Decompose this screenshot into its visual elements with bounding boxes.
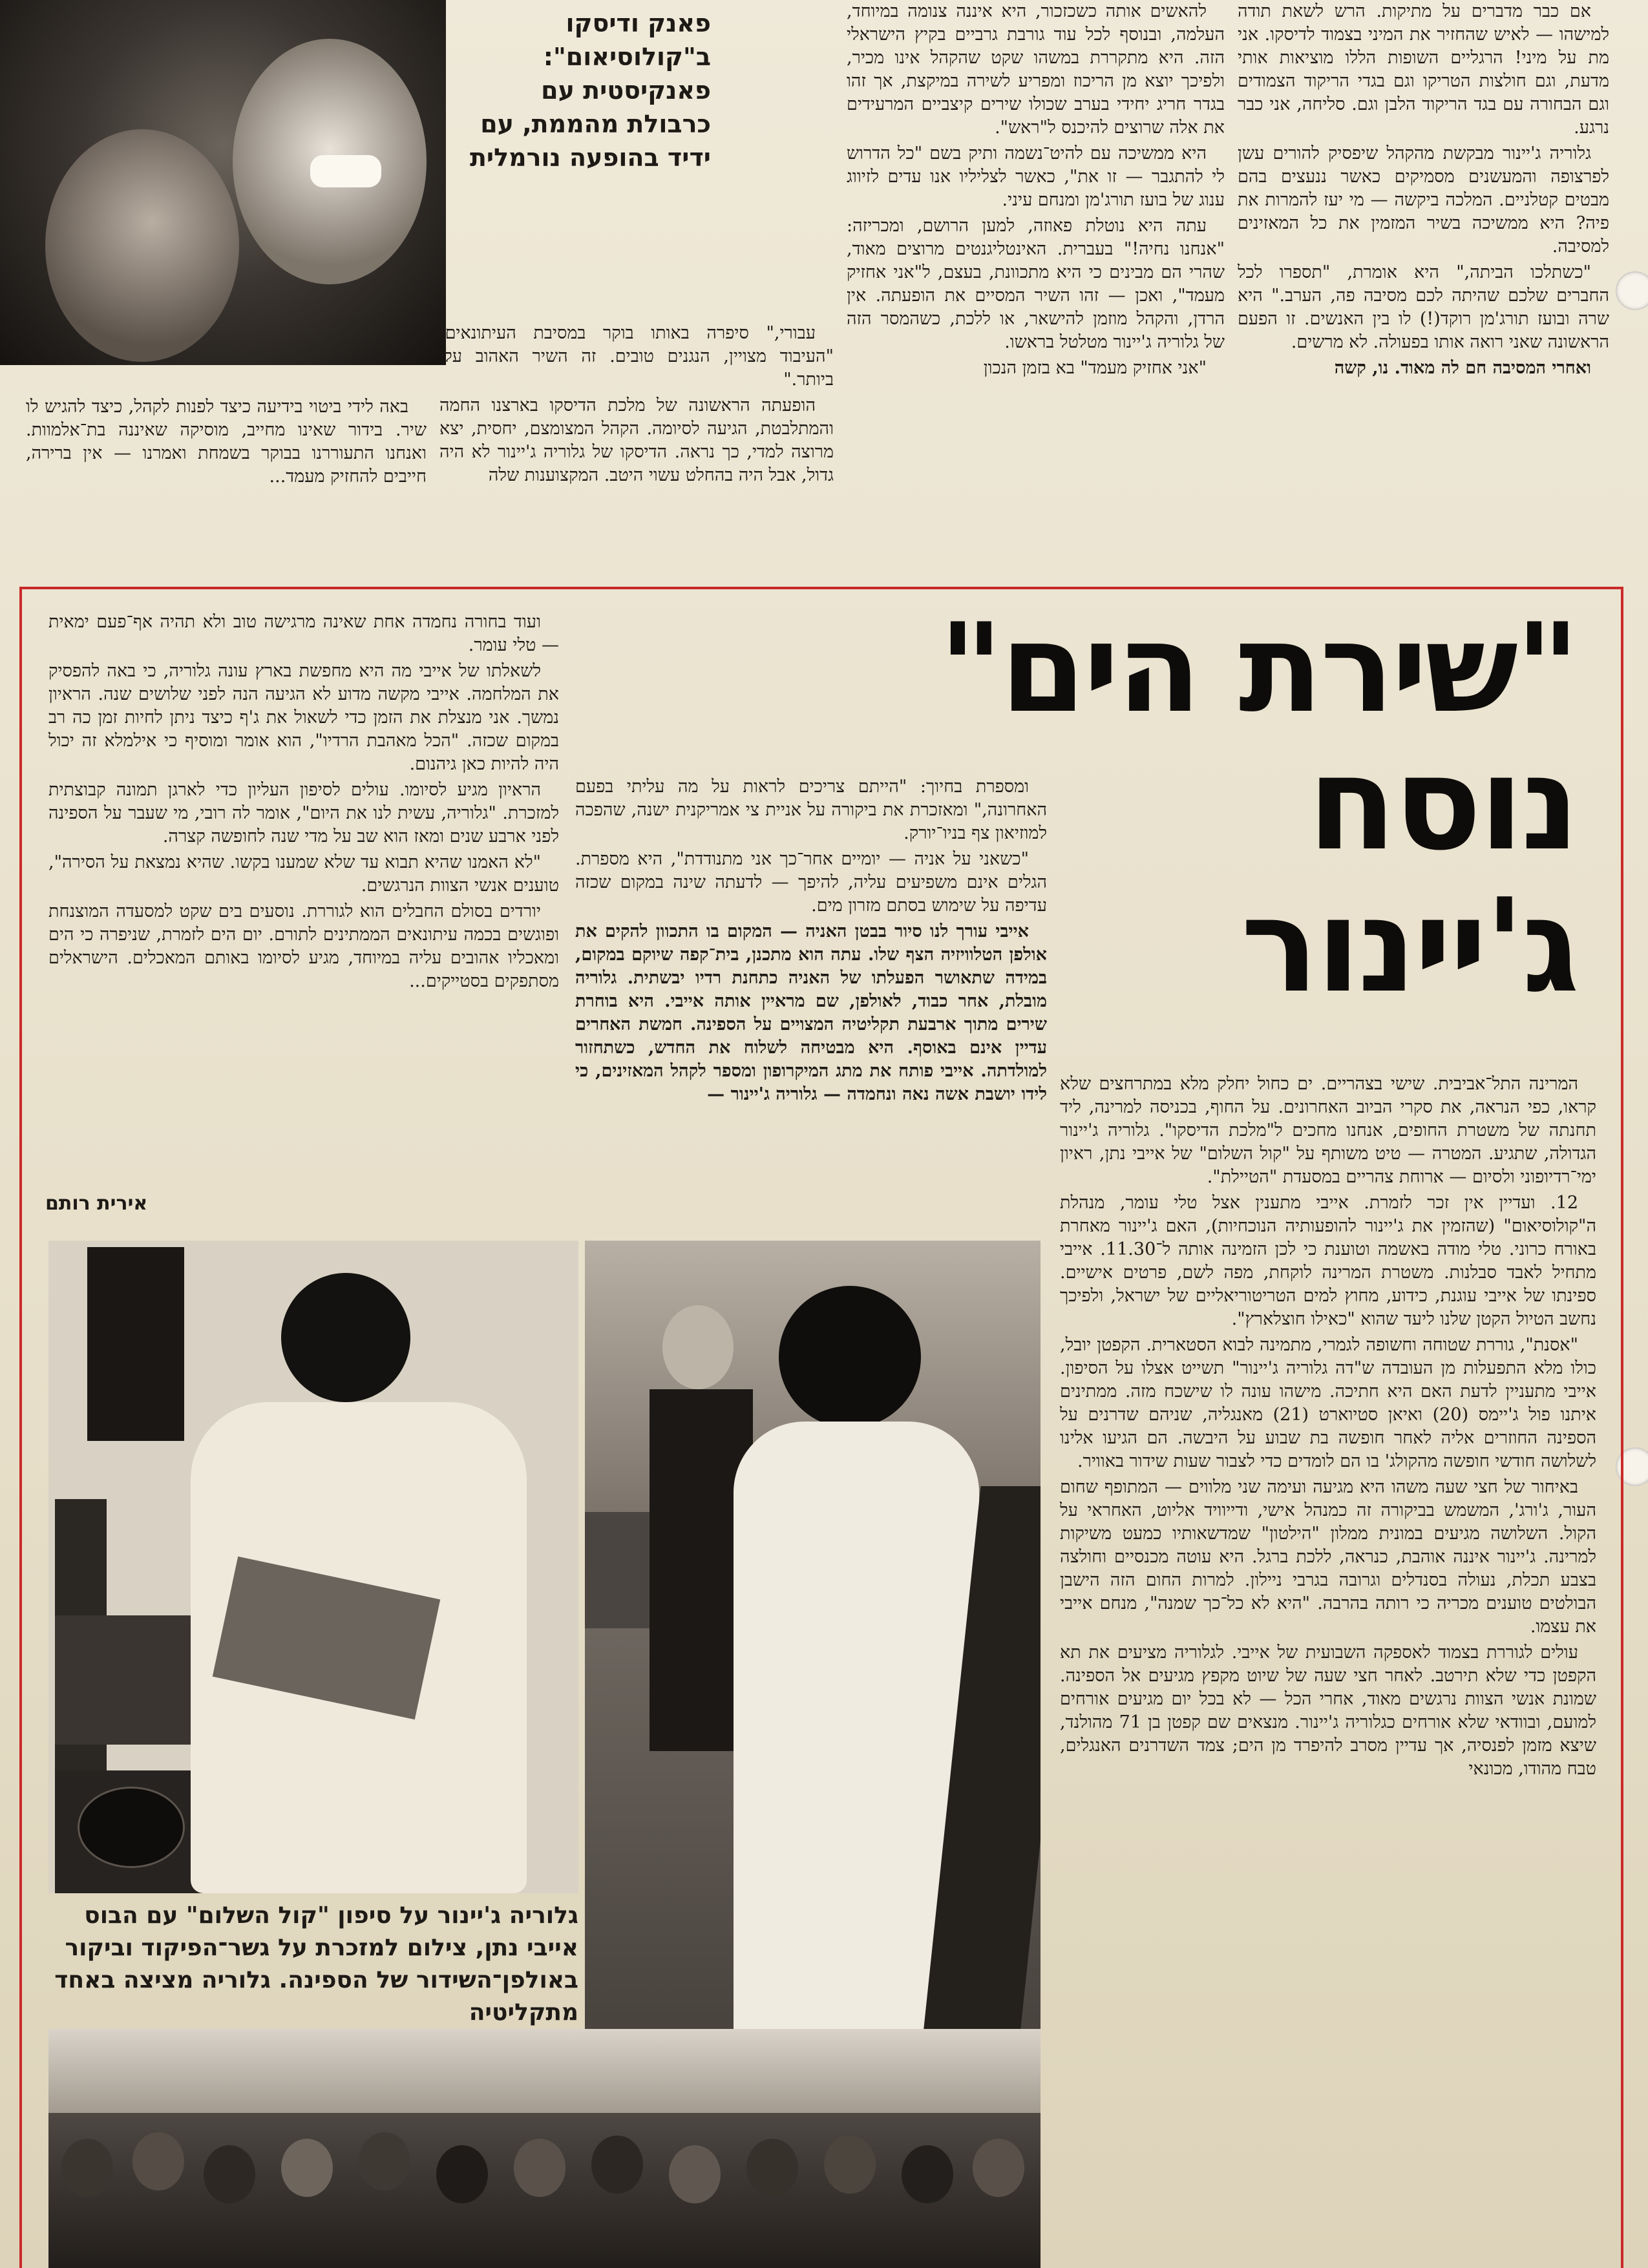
binder-hole (1616, 271, 1648, 310)
person-head (973, 2139, 1024, 2197)
top-column-left-lower (26, 395, 427, 567)
paragraph: הראיון מגיע לסיומו. עולים לסיפון העליון כדי לארגן תמונה קבוצתית למזכרת. "גלוריה, עשית לנו את היום", אומר לה רובי, מי שעבר על הספינה לפני ארבע שנים ומאז הוא שב על מדי שנה לחופשה קצרה. (48, 780, 559, 846)
headline-line-1: "שירת הים" (938, 597, 1577, 740)
paragraph: אייבי עורך לנו סיור בבטן האניה — המקום בו התכוון להקים את אולפן הטלוויזיה הצף שלו. עתה הוא מתכנן, בית־קפה שיוקם במקום, במידה שתאושר הפעלתו של האניה כתחנת רדיו יבשתית. גלוריה מובלת, אחר כבוד, לאולפן, שם מראיין אותה אייבי. היא בוחרת שירים מתוך ארבעת תקליטיה המצויים על הספינה. חמשת האחרים עדיין אינם באוסף. היא מבטיחה לשלוח את החדש, כשתחזור למולדתה. אייבי פותח את מתג המיקרופון ומספר לקהל המאזינים, כי לידו יושבת אשה נאה ונחמדה — גלוריה ג'יינור — (575, 921, 1047, 1104)
article-column-mid (575, 775, 1047, 1228)
person-head (436, 2145, 488, 2203)
paragraph: עבורי," סיפרה באותו בוקר במסיבת העיתונאים. "העיבוד מצויין, הנגנים טובים. זה השיר האהוב עלי ביותר." (439, 323, 834, 390)
man-face (45, 129, 239, 362)
paragraph: היא ממשיכה עם להיט־נשמה ותיק בשם "כל הדרוש לי להתגבר — זו את", כאשר לצליליו אנו עדים לזיווג ענוג של בועז תורג'מן ומנחם עיני. (847, 143, 1225, 210)
person-head (132, 2132, 184, 2190)
person-head (281, 2139, 333, 2197)
paragraph: "כשתלכו הביתה," היא אומרת, "תספרו לכל החברים שלכם שהיתה לכם מסיבה פה, הערב." היא שרה ובועז תורג'מן רוקד(!) לו בין האנשים. זו הפעם הראשונה שאני רואה אותו בפעולה. לא מרשים. (1238, 262, 1609, 352)
top-column-mid (847, 0, 1225, 578)
man-figure (662, 1305, 734, 1389)
top-column-right (1238, 0, 1609, 578)
headline-line-3: ג'יינור (1240, 871, 1577, 1022)
article-column-left (48, 611, 559, 1150)
article-column-right (1060, 1073, 1596, 2262)
headline-line-2: נוסח (1307, 729, 1577, 879)
paragraph: באה לידי ביטוי בידיעה כיצד לפנות לקהל, כיצד להגיש לו שיר. בידור שאינו מחייב, מוסיקה שאיננה בת־אלמוות. ואנחנו התעוררנו בבוקר בשמחת ואמרנו — אין ברירה, חייבים להחזיק מעמד... (26, 397, 427, 487)
paragraph: אם כבר מדברים על מתיקות. הרש לשאת תודה למישהו — לאיש שהחזיר את המיני בצמוד לדיסקו. אני מת על מיני! הרגליים השופות הללו מוציאות אותי מדעת, וגם חולצות הטריקו וגם בגדי הריקוד הצמודים וגם הבחורה עם בגד הריקוד הלבן וגם. סליחה, אני כבר נרגע. (1238, 1, 1609, 138)
paragraph: "אסנת", גוררת שטוחה וחשופה לגמרי, מתמינה לבוא הסטארית. הקפטן יובל, כולו מלא התפעלות מן העובדה ש"דה גלוריה ג'יינור" תשייט אצלו על הסיפון. אייבי מתעניין לדעת האם היא חתיכה. מישהו עונה לו שישכח מזה. ממתינים איתנו פול ג'יימס (20) ואיאן סטיוארט (21) מאנגליה, שניהם שדרנים על הספינה החוזרים אליה לאחר חופשה בת שבוע על היבשה. הם הגיעו אלינו לשלושה חודשי חופשה מהקולג' בו הם לומדים כדי לצבור שעות שידור באוויר. (1060, 1335, 1596, 1471)
top-kicker: פאנק ודיסקו ב"קולוסיאום": פאנקיסטית עם כרבולת מהממת, עם ידיד בהופעה נורמלית (469, 9, 711, 172)
person-head (204, 2145, 255, 2203)
gaynor-figure (779, 1286, 921, 1428)
person-head (902, 2145, 953, 2203)
person-head (824, 2136, 876, 2194)
paragraph: ועוד בחורה נחמדה אחת שאינה מרגישה טוב ולא תהיה אף־פעם ימאית — טלי עומר. (48, 612, 559, 655)
paragraph: עתה היא נוטלת פאוזה, למען הרושם, ומכריזה: "אנחנו נחיה!" בעברית. האינטליגנטים מרוצים מאוד, שהרי הם מבינים כי היא מתכוונת, בעצם, ל"אני אחזיק מעמד", ואכן — זהו השיר המסיים את הופעתה. אין הרדן, והקהל מוזמן להישאר, או ללכת, כשהמסר הזה של גלוריה ג'יינור מטלטל בראשו. (847, 216, 1225, 352)
paragraph: להאשים אותה כשכזכור, היא איננה צנומה במיוחד, העלמה, ובנוסף לכל עוד גורבת גרביים בקיץ הישראלי הזה. היא מתקררת במשהו שקט שהקהל אינו מכיר, ולפיכך יוצא מן הריכוז ומפריע לשירה במיקצת, אך זהו בגדר חריג יחידי בערב שכולו שירים קיצביים המרעידים את אלה שרוצים להיכנס ל"ראש". (847, 1, 1225, 138)
paragraph: "אני אחזיק מעמד" בא בזמן הנכון (983, 358, 1207, 378)
paragraph: "כשאני על אניה — יומיים אחר־כך אני מתנודדת", היא מספרת. הגלים אינם משפיעים עליה, להיפך — לדעתה שינה במקום שכזה עדיפה על שימוש בסתם מזרון מים. (575, 849, 1047, 916)
paragraph: ומספרת בחיוך: "הייתם צריכים לראות על מה עליתי בפעם האחרונה," ומאזכרת את ביקורה על אניית צי אמריקנית ישנה, שהפכה למוזיאון צף בניו־יורק. (575, 777, 1047, 843)
paragraph: לשאלתו של אייבי מה היא מחפשת בארץ עונה גלוריה, כי באה להפסיק את המלחמה. אייבי מקשה מדוע לא הגיעה הנה לפני שלושים שנה. הראיון נמשך. אני מנצלת את הזמן כדי לשאול את ג'ף כיצד ניתן לחיות זמן כה רב במקום שכזה. "הכל מאהבת הרדיו", הוא אומר ומוסיף כי אילמלא זה יכול היה להיות כאן גיהנום. (48, 661, 559, 774)
crew-group-photo (48, 2029, 1041, 2268)
paragraph: יורדים בסולם החבלים הוא לגוררת. נוסעים בים שקט למסעדה המוצנחת ופוגשים בכמה עיתונאים הממתינים לתורם. יום הים לזמרת, שניפרה כי הים ומאכליו אהובים עליה במיוחד, מגיע לסיומו באותם המאכלים. הישראלים מסתפקים בסטייקים... (48, 901, 559, 991)
paragraph: עולים לגוררת בצמוד לאספקה השבועית של אייבי. לגלוריה מציעים את תא הקפטן כדי שלא תירטב. לאחר חצי שעה של שיוט מקפץ מגיעים אל הספינה. שמונת אנשי הצוות נרגשים מאוד, אחרי הכל — לא בכל יום מגיעים אורחים למועם, ובוודאי שלא אורחים כגלוריה ג'יינור. מנצאים שם קפטן בן 71 מהולנד, שיצא מזמן לפנסיה, אך עדיין מסרב להיפרד מן הים; צמד השדרנים האנגלים, טבח מהודו, מכונאי (1060, 1643, 1596, 1779)
photo-caption: גלוריה ג'יינור על סיפון "קול השלום" עם הבוס אייבי נתן, צילום למזכרת על גשר־הפיקוד וביקור באולפן־השידור של הספינה. גלוריה מציצה באחד מתקליטיה (54, 1902, 578, 2026)
gaynor-holding-record-photo (48, 1241, 578, 1893)
person-head (746, 2139, 798, 2197)
paragraph: באיחור של חצי שעה משהו היא מגיעה ועימה שני מלווים — המתופף שחום העור, ג'ורג', המשמש בביקורה זה כמנהל אישי, ודייוויד אליוט, האחראי על הקול. השלושה מגיעים במונית ממלון "הילטון" שמדשאותיו כמעט משיקות למרינה. ג'יינור איננה אוהבת, כנראה, ללכת ברגל. היא עוטה מכנסיים וחולצה בצבע תכלת, נעולה בסנדלים וגרובה בגרבי ניילון. למרות החום הזה הישבן הבולטים טוענים מכריה כי רותה בהרבה. "היא לא כל־כך שמנה", מנחם אייבי את עצמו. (1060, 1477, 1596, 1637)
paragraph: המרינה התל־אביבית. שישי בצהריים. ים כחול יחלק מלא במתרחצים שלא קראו, כפי הנראה, את סקרי הביוב האחרונים. על החוף, בכניסה למרינה, ליד תחנתה של משטרת החופים, אנחנו מחכים ל"מלכת הדיסקו". גלוריה ג'יינור הגדולה, שתגיע. המטרה — טיט משותף על "קול השלום" של אייבי נתן, ראיון ימי־רדיופוני ולסיום — ארוחת צהריים במסעדת "הטיילת". (1060, 1074, 1596, 1187)
person-head (359, 2132, 410, 2190)
punk-and-friend-photo (0, 0, 446, 365)
paragraph: הופעתה הראשונה של מלכת הדיסקו בארצנו החמה והמתלבטת, הגיעה לסיומה. הקהל המצומצם, יחסית, יצא מרוצה למדי, כך נראה. הדיסקו של גלוריה ג'יינור לא היה גדול, אבל היה בהחלט עשוי היטב. המקצוענות שלה (439, 395, 834, 485)
gaynor-figure (281, 1273, 410, 1402)
paragraph: ואחרי המסיבה חם לה מאוד. נו, קשה (1334, 358, 1591, 378)
person-head (514, 2139, 565, 2197)
person-head (61, 2139, 113, 2197)
byline: אירית רותם (45, 1192, 148, 1215)
paragraph: "לא האמנו שהיא תבוא עד שלא שמענו בקשו. שהיא נמצאת על הסירה", טוענים אנשי הצוות הנרגשים. (48, 852, 559, 896)
person-head (591, 2136, 643, 2194)
paragraph: 12. ועדיין אין זכר לזמרת. אייבי מתענין אצל טלי עומר, מנהלת ה"קולוסיאום" (שהזמין את ג'יינור להופעותיה הנוכחיות), האם ג'יינור מאחרת באורח כרוני. טלי מודה באשמה וטוענת כי לכן הזמינה אותה ל־11.30. אייבי מתחיל לאבד סבלנות. משטרת המרינה לוקחת, מפה לשם, פרטים אישיים. ספינתו של אייבי עוגנת, כידוע, מחוץ למים הטריטוריאליים של ישראל, ולפיכך נחשב הטיול הקטן שלנו ליעד שהוא "כאילו חוצלארץ". (1060, 1193, 1596, 1329)
person-head (669, 2145, 721, 2203)
paragraph: גלוריה ג'יינור מבקשת מהקהל שיפסיק להורים עשן לפרצופה והמעשנים מסמיקים כאשר ננעצים בהם מבטים קטלניים. המלכה ביקשה — מי יעז להמרות את פיה? היא ממשיכה בשיר המזמין את כל המאזינים למסיבה. (1238, 143, 1609, 257)
top-column-left-upper (439, 322, 834, 567)
